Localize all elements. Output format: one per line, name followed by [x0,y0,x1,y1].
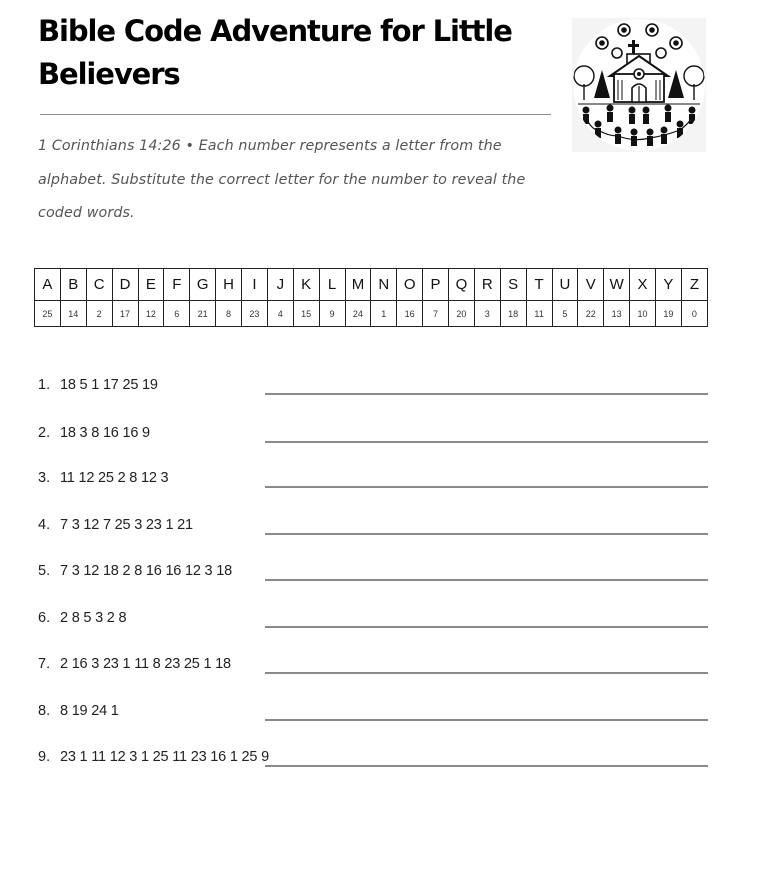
question-code: 7 3 12 7 25 3 23 1 21 [60,517,193,533]
question-code: 18 3 8 16 16 9 [60,425,150,441]
cipher-number: 22 [578,301,604,327]
question-number: 6. [38,610,51,626]
question-item [38,470,718,500]
question-number: 1. [38,377,51,393]
question-code: 11 12 25 2 8 12 3 [60,470,169,486]
cipher-number: 2 [86,301,112,327]
answer-line[interactable] [265,393,708,395]
cipher-number: 16 [397,301,423,327]
cipher-letter: D [112,269,138,301]
cipher-number: 18 [500,301,526,327]
cipher-letter: H [216,269,242,301]
cipher-number: 4 [267,301,293,327]
question-item [38,703,718,733]
cipher-letter: B [60,269,86,301]
cipher-letter: J [267,269,293,301]
question-item [38,377,718,407]
answer-line[interactable] [265,672,708,674]
cipher-letter: Z [681,269,707,301]
question-item [38,656,718,686]
answer-line[interactable] [265,579,708,581]
cipher-number: 21 [190,301,216,327]
cipher-letter: A [35,269,61,301]
cipher-letter: R [474,269,500,301]
cipher-letter: Q [449,269,475,301]
cipher-number: 25 [35,301,61,327]
cipher-number: 6 [164,301,190,327]
church-illustration-icon [572,18,706,152]
cipher-number: 5 [552,301,578,327]
cipher-number: 0 [681,301,707,327]
instructions-text: 1 Corinthians 14:26 • Each number represents a letter from the alphabet. Substitute the correct letter for the number to reveal the coded words. [38,138,526,221]
question-number: 3. [38,470,51,486]
question-code: 2 8 5 3 2 8 [60,610,127,626]
question-item [38,563,718,593]
cipher-number: 12 [138,301,164,327]
cipher-letter: X [630,269,656,301]
question-item [38,749,718,779]
cipher-letter: T [526,269,552,301]
cipher-number: 17 [112,301,138,327]
cipher-key-table [34,268,708,327]
cipher-number: 11 [526,301,552,327]
question-code: 8 19 24 1 [60,703,119,719]
cipher-letter: P [423,269,449,301]
cipher-letter: I [242,269,268,301]
answer-line[interactable] [265,765,708,767]
question-code: 18 5 1 17 25 19 [60,377,158,393]
answer-line[interactable] [265,441,708,443]
cipher-letter: G [190,269,216,301]
cipher-number: 8 [216,301,242,327]
cipher-letter: E [138,269,164,301]
cipher-number: 13 [604,301,630,327]
cipher-letter: L [319,269,345,301]
question-number: 8. [38,703,51,719]
question-code: 23 1 11 12 3 1 25 11 23 16 1 25 9 [60,749,269,765]
answer-line[interactable] [265,626,708,628]
question-number: 7. [38,656,51,672]
question-code: 2 16 3 23 1 11 8 23 25 1 18 [60,656,231,672]
question-number: 5. [38,563,51,579]
cipher-letter: W [604,269,630,301]
cipher-letter: S [500,269,526,301]
cipher-number: 10 [630,301,656,327]
cipher-number: 9 [319,301,345,327]
answer-line[interactable] [265,486,708,488]
cipher-letter: K [293,269,319,301]
cipher-number: 3 [474,301,500,327]
cipher-number: 1 [371,301,397,327]
question-number: 4. [38,517,51,533]
title-divider [40,114,551,115]
cipher-number: 15 [293,301,319,327]
cipher-letter: C [86,269,112,301]
cipher-number: 24 [345,301,371,327]
answer-line[interactable] [265,533,708,535]
cipher-number: 20 [449,301,475,327]
cipher-letter: F [164,269,190,301]
cipher-letter: Y [656,269,682,301]
cipher-numbers-row [35,301,708,327]
question-item [38,425,718,455]
cipher-number: 14 [60,301,86,327]
cipher-letter: V [578,269,604,301]
cipher-letter: M [345,269,371,301]
question-number: 2. [38,425,51,441]
question-code: 7 3 12 18 2 8 16 16 12 3 18 [60,563,232,579]
cipher-number: 19 [656,301,682,327]
question-item [38,610,718,640]
cipher-letters-row [35,269,708,301]
cipher-number: 23 [242,301,268,327]
page-title: Bible Code Adventure for Little Believers [38,14,512,91]
question-item [38,517,718,547]
cipher-letter: U [552,269,578,301]
cipher-letter: O [397,269,423,301]
answer-line[interactable] [265,719,708,721]
question-number: 9. [38,749,51,765]
cipher-number: 7 [423,301,449,327]
cipher-letter: N [371,269,397,301]
